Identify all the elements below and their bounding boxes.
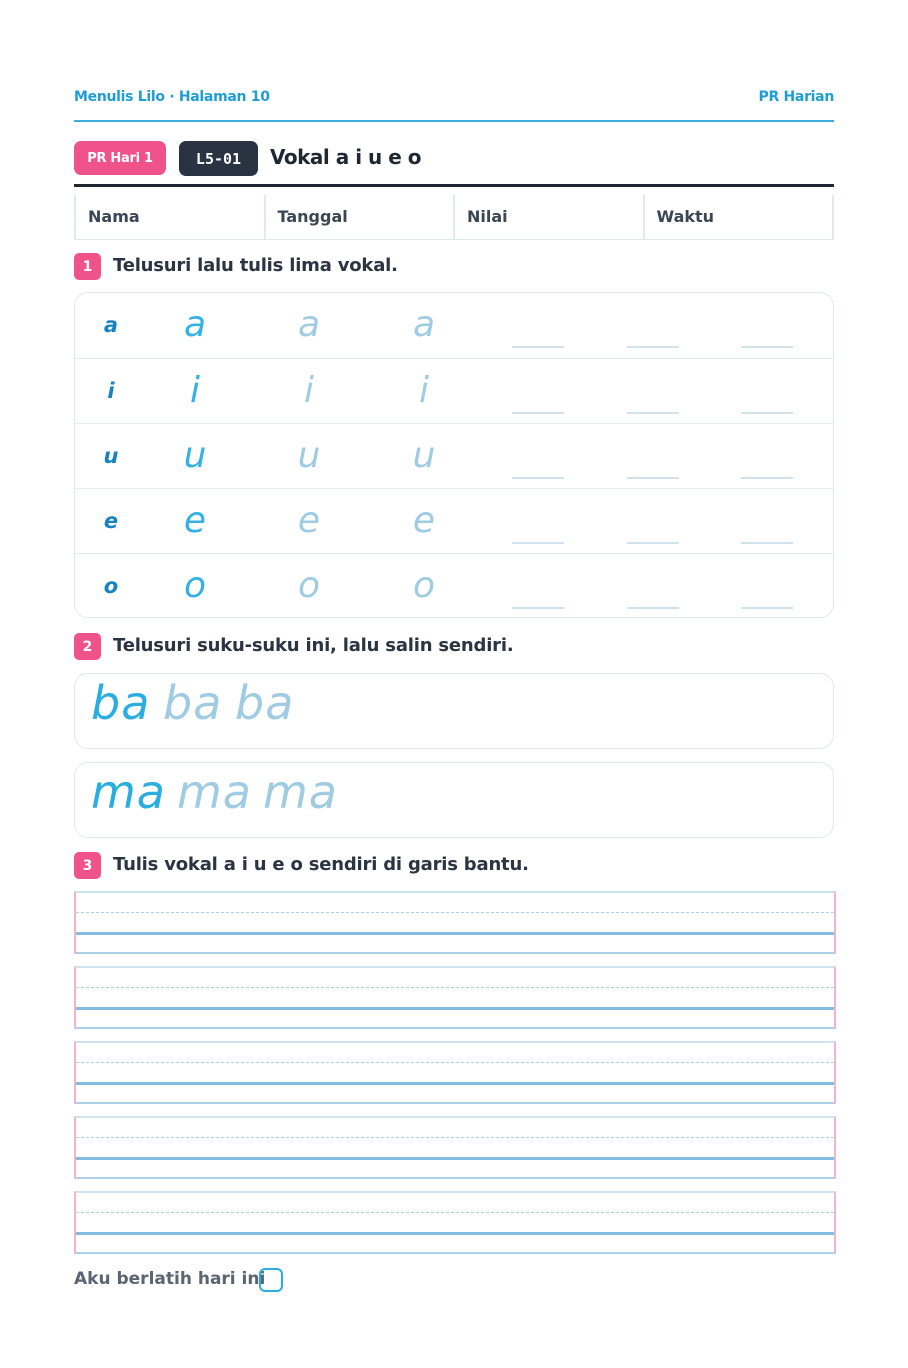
syllable-trace[interactable]: ba xyxy=(91,676,151,730)
vowel-trace-letter[interactable]: a xyxy=(412,304,436,345)
question-2-number: 2 xyxy=(74,633,101,660)
vowel-model-letter: o xyxy=(103,574,119,598)
vowel-trace-letter[interactable]: e xyxy=(297,500,321,541)
vowel-trace-letter[interactable]: i xyxy=(303,370,314,411)
vowel-trace-letter[interactable]: e xyxy=(412,500,436,541)
vowel-row xyxy=(75,358,833,424)
vowel-row xyxy=(75,553,833,618)
vowel-write-blank[interactable] xyxy=(512,412,564,414)
vowel-write-blank[interactable] xyxy=(627,477,679,479)
syllable-trace[interactable]: ba xyxy=(163,676,223,730)
worksheet-series-title: Menulis Lilo · Halaman 10 xyxy=(74,89,270,105)
vowel-trace-letter[interactable]: o xyxy=(412,565,436,606)
info-field-date[interactable]: Tanggal xyxy=(264,195,454,239)
vowel-trace-letter[interactable]: a xyxy=(297,304,321,345)
vowel-trace-letter[interactable]: o xyxy=(183,565,207,606)
info-field-score[interactable]: Nilai xyxy=(453,195,643,239)
title-divider xyxy=(74,184,834,187)
vowel-trace-letter[interactable]: i xyxy=(189,370,200,411)
handwriting-guide-line[interactable] xyxy=(74,1041,836,1104)
syllable-trace[interactable]: ma xyxy=(91,765,166,819)
vowel-write-blank[interactable] xyxy=(741,412,793,414)
vowel-write-blank[interactable] xyxy=(512,477,564,479)
vowel-trace-letter[interactable]: o xyxy=(297,565,321,606)
vowel-write-blank[interactable] xyxy=(741,542,793,544)
vowel-write-blank[interactable] xyxy=(627,346,679,348)
vowel-model-letter: u xyxy=(103,444,119,468)
vowel-trace-table xyxy=(74,292,834,618)
day-badge: PR Hari 1 xyxy=(74,141,166,175)
vowel-row xyxy=(75,423,833,489)
header-divider xyxy=(74,120,834,122)
vowel-row xyxy=(75,488,833,554)
vowel-row xyxy=(75,293,833,358)
vowel-write-blank[interactable] xyxy=(741,607,793,609)
vowel-trace-letter[interactable]: i xyxy=(418,370,429,411)
syllable-trace[interactable]: ma xyxy=(263,765,338,819)
question-1-text: Telusuri lalu tulis lima vokal. xyxy=(113,255,398,276)
worksheet-category: PR Harian xyxy=(758,89,834,105)
vowel-write-blank[interactable] xyxy=(627,542,679,544)
syllable-trace-box-ba xyxy=(74,673,834,749)
vowel-write-blank[interactable] xyxy=(741,346,793,348)
info-field-time[interactable]: Waktu xyxy=(643,195,835,239)
vowel-model-letter: a xyxy=(103,313,119,337)
question-3-number: 3 xyxy=(74,852,101,879)
lesson-code-badge: L5-01 xyxy=(179,141,258,176)
vowel-write-blank[interactable] xyxy=(512,607,564,609)
vowel-write-blank[interactable] xyxy=(627,412,679,414)
handwriting-guide-line[interactable] xyxy=(74,966,836,1029)
syllable-trace-box-ma xyxy=(74,762,834,838)
vowel-trace-letter[interactable]: u xyxy=(412,435,436,476)
student-info-grid xyxy=(74,195,834,240)
vowel-trace-letter[interactable]: u xyxy=(183,435,207,476)
vowel-model-letter: i xyxy=(107,379,115,403)
vowel-write-blank[interactable] xyxy=(512,346,564,348)
question-2-text: Telusuri suku-suku ini, lalu salin sendiri. xyxy=(113,635,514,656)
practice-today-checkbox[interactable] xyxy=(259,1268,283,1292)
vowel-write-blank[interactable] xyxy=(512,542,564,544)
question-1-number: 1 xyxy=(74,253,101,280)
vowel-write-blank[interactable] xyxy=(741,477,793,479)
syllable-trace[interactable]: ma xyxy=(177,765,252,819)
vowel-trace-letter[interactable]: e xyxy=(183,500,207,541)
info-field-name[interactable]: Nama xyxy=(74,195,264,239)
vowel-trace-letter[interactable]: a xyxy=(183,304,207,345)
vowel-model-letter: e xyxy=(103,509,119,533)
lesson-title: Vokal a i u e o xyxy=(270,145,421,169)
question-3-text: Tulis vokal a i u e o sendiri di garis bantu. xyxy=(113,854,529,875)
handwriting-guide-line[interactable] xyxy=(74,1116,836,1179)
practice-today-label: Aku berlatih hari ini xyxy=(74,1269,266,1289)
vowel-trace-letter[interactable]: u xyxy=(297,435,321,476)
vowel-write-blank[interactable] xyxy=(627,607,679,609)
handwriting-guide-line[interactable] xyxy=(74,1191,836,1254)
handwriting-guide-line[interactable] xyxy=(74,891,836,954)
syllable-trace[interactable]: ba xyxy=(235,676,295,730)
